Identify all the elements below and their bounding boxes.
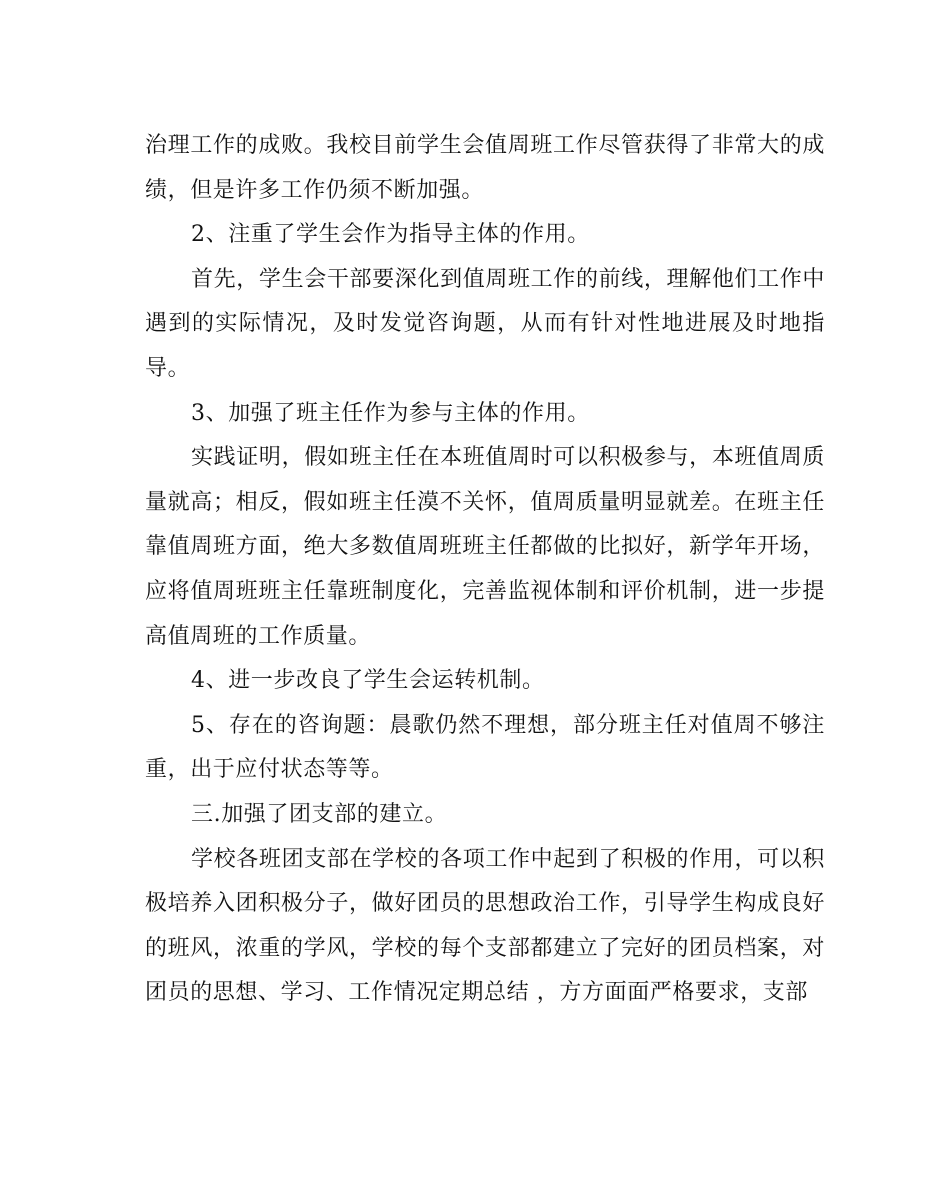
paragraph: 学校各班团支部在学校的各项工作中起到了积极的作用，可以积极培养入团积极分子，做好团员的思想政治工作，引导学生构成良好的班风，浓重的学风，学校的每个支部都建立了完好的团员档案，对团员的思想、学习、工作情况定期总结 ，方方面面严格要求，支部: [145, 846, 825, 1006]
paragraph: 4、进一步改良了学生会运转机制。: [191, 668, 545, 694]
paragraph: 3、加强了班主任作为参与主体的作用。: [191, 400, 590, 426]
paragraph: 治理工作的成败。我校目前学生会值周班工作尽管获得了非常大的成绩，但是许多工作仍须不断加强。: [145, 133, 825, 203]
paragraph: 2、注重了学生会作为指导主体的作用。: [191, 222, 590, 248]
paragraph: 三.加强了团支部的建立。: [191, 801, 448, 827]
document-body: [145, 124, 825, 1016]
paragraph: 实践证明，假如班主任在本班值周时可以积极参与，本班值周质量就高；相反，假如班主任漠不关怀，值周质量明显就差。在班主任靠值周班方面，绝大多数值周班班主任都做的比拟好，新学年开场，应将值周班班主任靠班制度化，完善监视体制和评价机制，进一步提高值周班的工作质量。: [145, 445, 825, 649]
paragraph: 首先，学生会干部要深化到值周班工作的前线，理解他们工作中遇到的实际情况，及时发觉咨询题，从而有针对性地进展及时地指导。: [145, 266, 825, 381]
paragraph: 5、存在的咨询题：晨歌仍然不理想，部分班主任对值周不够注重，出于应付状态等等。: [145, 712, 825, 783]
